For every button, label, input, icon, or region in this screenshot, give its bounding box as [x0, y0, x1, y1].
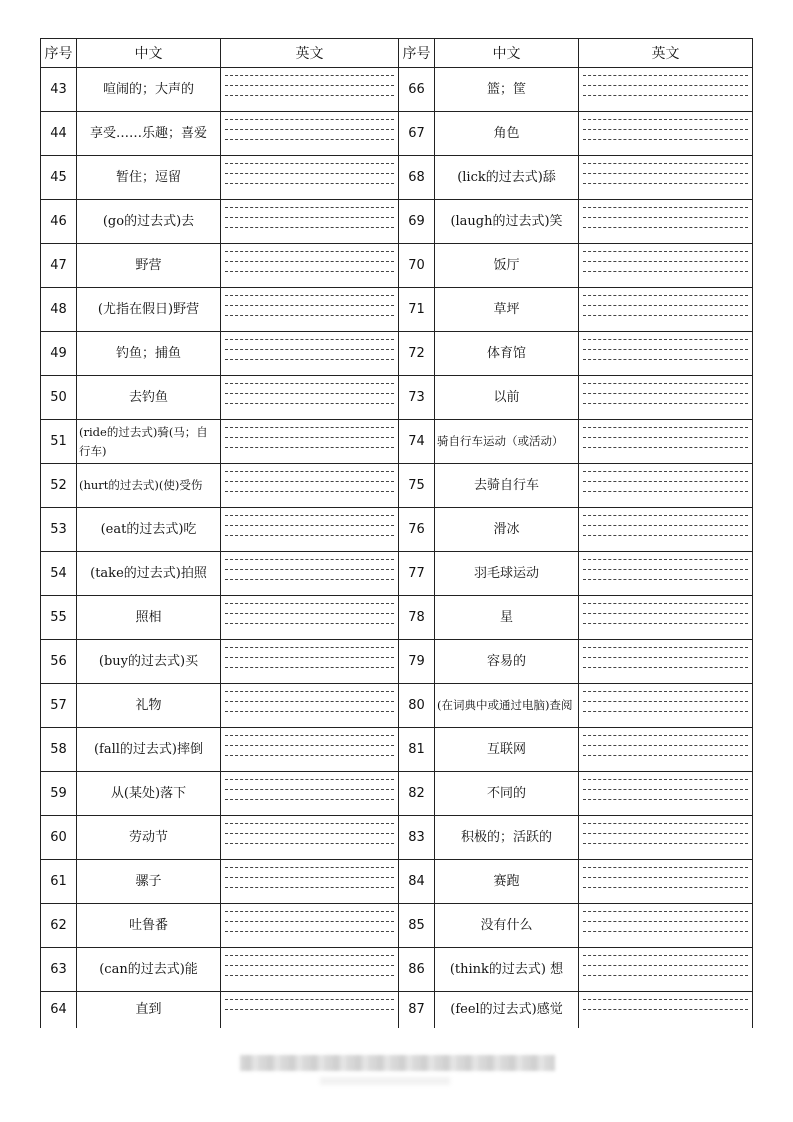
dashed-writing-line	[225, 129, 394, 130]
dashed-writing-line	[583, 119, 748, 120]
chinese-meaning: 不同的	[435, 772, 579, 816]
dashed-writing-line	[225, 437, 394, 438]
english-answer-blank[interactable]	[579, 772, 753, 816]
dashed-writing-line	[225, 691, 394, 692]
dashed-writing-line	[225, 931, 394, 932]
dashed-writing-line	[225, 735, 394, 736]
dashed-writing-line	[583, 613, 748, 614]
chinese-meaning: 饭厅	[435, 244, 579, 288]
chinese-meaning: 去钓鱼	[77, 376, 221, 420]
dashed-writing-line	[225, 471, 394, 472]
dashed-writing-line	[225, 887, 394, 888]
dashed-writing-line	[583, 393, 748, 394]
english-answer-blank[interactable]	[221, 860, 399, 904]
chinese-meaning: 从(某处)落下	[77, 772, 221, 816]
chinese-meaning: 劳动节	[77, 816, 221, 860]
dashed-writing-line	[583, 295, 748, 296]
item-number: 68	[399, 156, 435, 200]
table-row	[41, 200, 753, 244]
item-number: 49	[41, 332, 77, 376]
english-answer-blank[interactable]	[221, 772, 399, 816]
dashed-writing-line	[583, 623, 748, 624]
chinese-meaning: (buy的过去式)买	[77, 640, 221, 684]
chinese-meaning: (在词典中或通过电脑)查阅	[435, 684, 579, 728]
english-answer-blank[interactable]	[579, 948, 753, 992]
dashed-writing-line	[225, 535, 394, 536]
item-number: 85	[399, 904, 435, 948]
chinese-meaning: (laugh的过去式)笑	[435, 200, 579, 244]
dashed-writing-line	[225, 701, 394, 702]
dashed-writing-line	[583, 887, 748, 888]
table-row	[41, 112, 753, 156]
item-number: 83	[399, 816, 435, 860]
english-answer-blank[interactable]	[579, 68, 753, 112]
dashed-writing-line	[225, 427, 394, 428]
dashed-writing-line	[225, 921, 394, 922]
dashed-writing-line	[583, 999, 748, 1000]
chinese-meaning: 暂住；逗留	[77, 156, 221, 200]
dashed-writing-line	[583, 579, 748, 580]
dashed-writing-line	[225, 955, 394, 956]
english-answer-blank[interactable]	[221, 420, 399, 464]
english-answer-blank[interactable]	[221, 948, 399, 992]
dashed-writing-line	[225, 613, 394, 614]
table-row	[41, 596, 753, 640]
item-number: 63	[41, 948, 77, 992]
item-number: 70	[399, 244, 435, 288]
item-number: 82	[399, 772, 435, 816]
chinese-meaning: 野营	[77, 244, 221, 288]
blurred-footer-watermark-2	[320, 1077, 450, 1085]
dashed-writing-line	[225, 657, 394, 658]
english-answer-blank[interactable]	[579, 816, 753, 860]
dashed-writing-line	[225, 711, 394, 712]
chinese-meaning: (go的过去式)去	[77, 200, 221, 244]
dashed-writing-line	[583, 691, 748, 692]
dashed-writing-line	[583, 955, 748, 956]
dashed-writing-line	[583, 207, 748, 208]
item-number: 87	[399, 992, 435, 1028]
table-row	[41, 684, 753, 728]
dashed-writing-line	[583, 515, 748, 516]
item-number: 72	[399, 332, 435, 376]
item-number: 64	[41, 992, 77, 1028]
dashed-writing-line	[225, 119, 394, 120]
english-answer-blank[interactable]	[221, 816, 399, 860]
dashed-writing-line	[225, 515, 394, 516]
item-number: 47	[41, 244, 77, 288]
chinese-meaning: 没有什么	[435, 904, 579, 948]
item-number: 86	[399, 948, 435, 992]
item-number: 52	[41, 464, 77, 508]
chinese-meaning: 骡子	[77, 860, 221, 904]
dashed-writing-line	[583, 931, 748, 932]
dashed-writing-line	[225, 559, 394, 560]
table-row	[41, 948, 753, 992]
chinese-meaning: (feel的过去式)感觉	[435, 992, 579, 1028]
table-row	[41, 288, 753, 332]
dashed-writing-line	[225, 139, 394, 140]
dashed-writing-line	[225, 1009, 394, 1010]
chinese-meaning: 体育馆	[435, 332, 579, 376]
dashed-writing-line	[583, 667, 748, 668]
table-row	[41, 772, 753, 816]
chinese-meaning: 享受……乐趣；喜爱	[77, 112, 221, 156]
item-number: 50	[41, 376, 77, 420]
dashed-writing-line	[225, 833, 394, 834]
chinese-meaning: 喧闹的；大声的	[77, 68, 221, 112]
dashed-writing-line	[225, 339, 394, 340]
item-number: 61	[41, 860, 77, 904]
dashed-writing-line	[225, 525, 394, 526]
dashed-writing-line	[583, 647, 748, 648]
dashed-writing-line	[583, 1009, 748, 1010]
dashed-writing-line	[225, 163, 394, 164]
item-number: 46	[41, 200, 77, 244]
chinese-meaning: (think的过去式) 想	[435, 948, 579, 992]
dashed-writing-line	[583, 261, 748, 262]
item-number: 60	[41, 816, 77, 860]
item-number: 81	[399, 728, 435, 772]
dashed-writing-line	[583, 305, 748, 306]
item-number: 53	[41, 508, 77, 552]
item-number: 78	[399, 596, 435, 640]
chinese-meaning: 以前	[435, 376, 579, 420]
chinese-meaning: (fall的过去式)摔倒	[77, 728, 221, 772]
english-answer-blank[interactable]	[221, 244, 399, 288]
chinese-meaning: 吐鲁番	[77, 904, 221, 948]
english-answer-blank[interactable]	[579, 596, 753, 640]
english-answer-blank[interactable]	[221, 508, 399, 552]
chinese-meaning: (ride的过去式)骑(马；自行车)	[77, 420, 221, 464]
table-row	[41, 420, 753, 464]
chinese-meaning: (尤指在假日)野营	[77, 288, 221, 332]
english-answer-blank[interactable]	[221, 596, 399, 640]
dashed-writing-line	[583, 833, 748, 834]
chinese-meaning: 骑自行车运动（或活动）	[435, 420, 579, 464]
item-number: 57	[41, 684, 77, 728]
dashed-writing-line	[225, 965, 394, 966]
chinese-meaning: 去骑自行车	[435, 464, 579, 508]
dashed-writing-line	[583, 129, 748, 130]
dashed-writing-line	[583, 227, 748, 228]
dashed-writing-line	[225, 75, 394, 76]
item-number: 74	[399, 420, 435, 464]
header-cn-left: 中文	[77, 39, 221, 68]
dashed-writing-line	[225, 569, 394, 570]
table-row	[41, 376, 753, 420]
english-answer-blank[interactable]	[579, 288, 753, 332]
table-row	[41, 728, 753, 772]
dashed-writing-line	[225, 183, 394, 184]
dashed-writing-line	[225, 173, 394, 174]
dashed-writing-line	[583, 965, 748, 966]
english-answer-blank[interactable]	[221, 552, 399, 596]
chinese-meaning: 星	[435, 596, 579, 640]
dashed-writing-line	[225, 383, 394, 384]
dashed-writing-line	[583, 789, 748, 790]
english-answer-blank[interactable]	[579, 420, 753, 464]
dashed-writing-line	[583, 569, 748, 570]
dashed-writing-line	[583, 701, 748, 702]
dashed-writing-line	[225, 359, 394, 360]
chinese-meaning: 直到	[77, 992, 221, 1028]
english-answer-blank[interactable]	[221, 68, 399, 112]
dashed-writing-line	[583, 95, 748, 96]
chinese-meaning: 礼物	[77, 684, 221, 728]
english-answer-blank[interactable]	[579, 904, 753, 948]
chinese-meaning: (hurt的过去式)(使)受伤	[77, 464, 221, 508]
english-answer-blank[interactable]	[221, 640, 399, 684]
dashed-writing-line	[225, 261, 394, 262]
dashed-writing-line	[583, 921, 748, 922]
table-row	[41, 156, 753, 200]
dashed-writing-line	[225, 227, 394, 228]
dashed-writing-line	[225, 755, 394, 756]
header-en-right: 英文	[579, 39, 753, 68]
dashed-writing-line	[583, 603, 748, 604]
dashed-writing-line	[583, 525, 748, 526]
blurred-footer-watermark	[240, 1055, 555, 1071]
dashed-writing-line	[583, 85, 748, 86]
table-row	[41, 552, 753, 596]
item-number: 69	[399, 200, 435, 244]
dashed-writing-line	[583, 711, 748, 712]
dashed-writing-line	[225, 207, 394, 208]
dashed-writing-line	[583, 745, 748, 746]
dashed-writing-line	[583, 427, 748, 428]
english-answer-blank[interactable]	[579, 992, 753, 1028]
dashed-writing-line	[583, 139, 748, 140]
english-answer-blank[interactable]	[579, 332, 753, 376]
english-answer-blank[interactable]	[579, 376, 753, 420]
table-row	[41, 508, 753, 552]
english-answer-blank[interactable]	[221, 728, 399, 772]
table-row	[41, 244, 753, 288]
dashed-writing-line	[225, 315, 394, 316]
english-answer-blank[interactable]	[221, 376, 399, 420]
dashed-writing-line	[583, 911, 748, 912]
dashed-writing-line	[583, 843, 748, 844]
dashed-writing-line	[225, 95, 394, 96]
dashed-writing-line	[225, 447, 394, 448]
item-number: 56	[41, 640, 77, 684]
chinese-meaning: 角色	[435, 112, 579, 156]
dashed-writing-line	[583, 383, 748, 384]
dashed-writing-line	[583, 755, 748, 756]
chinese-meaning: (lick的过去式)舔	[435, 156, 579, 200]
item-number: 66	[399, 68, 435, 112]
english-answer-blank[interactable]	[579, 156, 753, 200]
chinese-meaning: (eat的过去式)吃	[77, 508, 221, 552]
chinese-meaning: 照相	[77, 596, 221, 640]
dashed-writing-line	[583, 471, 748, 472]
table-row	[41, 464, 753, 508]
dashed-writing-line	[225, 295, 394, 296]
dashed-writing-line	[225, 647, 394, 648]
dashed-writing-line	[583, 339, 748, 340]
item-number: 55	[41, 596, 77, 640]
item-number: 54	[41, 552, 77, 596]
dashed-writing-line	[225, 403, 394, 404]
english-answer-blank[interactable]	[221, 992, 399, 1028]
dashed-writing-line	[225, 789, 394, 790]
english-answer-blank[interactable]	[221, 288, 399, 332]
header-row	[41, 39, 753, 68]
english-answer-blank[interactable]	[579, 728, 753, 772]
table-row	[41, 68, 753, 112]
dashed-writing-line	[225, 393, 394, 394]
dashed-writing-line	[225, 491, 394, 492]
dashed-writing-line	[225, 745, 394, 746]
dashed-writing-line	[583, 163, 748, 164]
dashed-writing-line	[583, 349, 748, 350]
header-num-right: 序号	[399, 39, 435, 68]
chinese-meaning: 容易的	[435, 640, 579, 684]
item-number: 43	[41, 68, 77, 112]
english-answer-blank[interactable]	[579, 860, 753, 904]
dashed-writing-line	[583, 491, 748, 492]
dashed-writing-line	[225, 305, 394, 306]
dashed-writing-line	[225, 481, 394, 482]
dashed-writing-line	[583, 403, 748, 404]
dashed-writing-line	[583, 447, 748, 448]
item-number: 73	[399, 376, 435, 420]
table-row	[41, 640, 753, 684]
table-row	[41, 332, 753, 376]
dashed-writing-line	[583, 359, 748, 360]
header-num-left: 序号	[41, 39, 77, 68]
english-answer-blank[interactable]	[579, 508, 753, 552]
dashed-writing-line	[583, 657, 748, 658]
chinese-meaning: 赛跑	[435, 860, 579, 904]
header-en-left: 英文	[221, 39, 399, 68]
chinese-meaning: 积极的；活跃的	[435, 816, 579, 860]
dashed-writing-line	[225, 823, 394, 824]
chinese-meaning: 钓鱼；捕鱼	[77, 332, 221, 376]
english-answer-blank[interactable]	[221, 200, 399, 244]
dashed-writing-line	[225, 779, 394, 780]
item-number: 59	[41, 772, 77, 816]
english-answer-blank[interactable]	[221, 156, 399, 200]
chinese-meaning: 草坪	[435, 288, 579, 332]
dashed-writing-line	[225, 999, 394, 1000]
dashed-writing-line	[583, 535, 748, 536]
dashed-writing-line	[225, 603, 394, 604]
chinese-meaning: (can的过去式)能	[77, 948, 221, 992]
table-row	[41, 992, 753, 1028]
dashed-writing-line	[225, 251, 394, 252]
english-answer-blank[interactable]	[221, 684, 399, 728]
english-answer-blank[interactable]	[221, 112, 399, 156]
dashed-writing-line	[225, 911, 394, 912]
english-answer-blank[interactable]	[579, 684, 753, 728]
dashed-writing-line	[225, 867, 394, 868]
table-row	[41, 816, 753, 860]
english-answer-blank[interactable]	[221, 904, 399, 948]
english-answer-blank[interactable]	[221, 332, 399, 376]
dashed-writing-line	[225, 975, 394, 976]
item-number: 71	[399, 288, 435, 332]
dashed-writing-line	[225, 85, 394, 86]
dashed-writing-line	[583, 779, 748, 780]
dashed-writing-line	[583, 217, 748, 218]
item-number: 84	[399, 860, 435, 904]
dashed-writing-line	[583, 735, 748, 736]
dashed-writing-line	[225, 843, 394, 844]
dashed-writing-line	[583, 173, 748, 174]
dashed-writing-line	[225, 667, 394, 668]
dashed-writing-line	[583, 799, 748, 800]
table-row	[41, 904, 753, 948]
item-number: 76	[399, 508, 435, 552]
item-number: 77	[399, 552, 435, 596]
english-answer-blank[interactable]	[579, 464, 753, 508]
item-number: 48	[41, 288, 77, 332]
dashed-writing-line	[583, 559, 748, 560]
english-answer-blank[interactable]	[221, 464, 399, 508]
dashed-writing-line	[225, 799, 394, 800]
dashed-writing-line	[583, 437, 748, 438]
chinese-meaning: 滑冰	[435, 508, 579, 552]
item-number: 51	[41, 420, 77, 464]
dashed-writing-line	[583, 271, 748, 272]
item-number: 62	[41, 904, 77, 948]
table-row	[41, 860, 753, 904]
item-number: 45	[41, 156, 77, 200]
dashed-writing-line	[225, 623, 394, 624]
english-answer-blank[interactable]	[579, 200, 753, 244]
dashed-writing-line	[583, 481, 748, 482]
english-answer-blank[interactable]	[579, 112, 753, 156]
dashed-writing-line	[583, 823, 748, 824]
english-answer-blank[interactable]	[579, 640, 753, 684]
vocabulary-body	[41, 68, 753, 1028]
dashed-writing-line	[583, 867, 748, 868]
dashed-writing-line	[225, 217, 394, 218]
dashed-writing-line	[225, 271, 394, 272]
dashed-writing-line	[583, 975, 748, 976]
dashed-writing-line	[225, 877, 394, 878]
dashed-writing-line	[583, 315, 748, 316]
english-answer-blank[interactable]	[579, 244, 753, 288]
english-answer-blank[interactable]	[579, 552, 753, 596]
header-cn-right: 中文	[435, 39, 579, 68]
item-number: 80	[399, 684, 435, 728]
chinese-meaning: (take的过去式)拍照	[77, 552, 221, 596]
dashed-writing-line	[583, 877, 748, 878]
item-number: 79	[399, 640, 435, 684]
item-number: 67	[399, 112, 435, 156]
dashed-writing-line	[225, 579, 394, 580]
dashed-writing-line	[225, 349, 394, 350]
chinese-meaning: 互联网	[435, 728, 579, 772]
chinese-meaning: 篮；筐	[435, 68, 579, 112]
dashed-writing-line	[583, 75, 748, 76]
dashed-writing-line	[583, 183, 748, 184]
vocabulary-table	[40, 38, 753, 1028]
chinese-meaning: 羽毛球运动	[435, 552, 579, 596]
dashed-writing-line	[583, 251, 748, 252]
item-number: 58	[41, 728, 77, 772]
item-number: 75	[399, 464, 435, 508]
item-number: 44	[41, 112, 77, 156]
